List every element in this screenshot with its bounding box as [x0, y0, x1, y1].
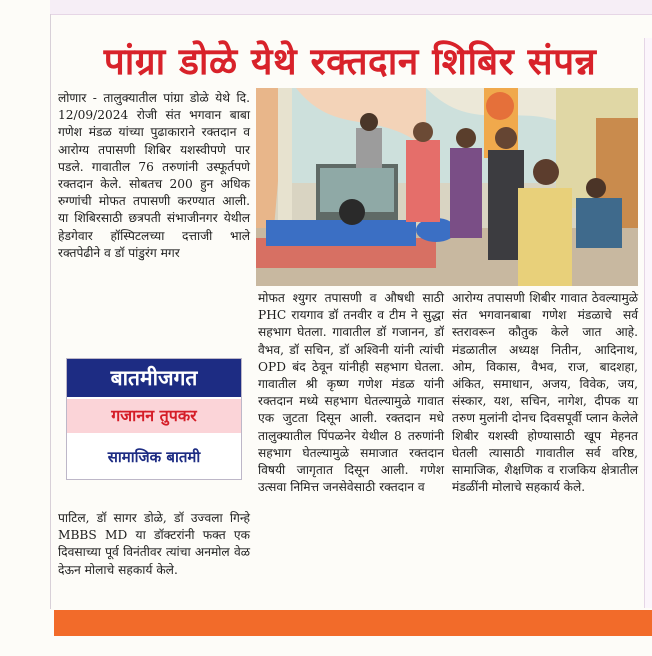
article-headline: पांग्रा डोळे येथे रक्तदान शिबिर संपन्न [103, 40, 597, 83]
reporter-name: गजानन तुपकर [67, 399, 241, 433]
article-paragraph-2: पाटिल, डॉ सागर डोळे, डॉ उज्वला गिन्हे MBBS MD या डॉक्टरांनी फक्त एक दिवसाच्या पूर्व विनंतीवर त्यांचा अनमोल वेळ देऊन मोलाचे सहकार्य केले. [58, 511, 250, 577]
section-label: सामाजिक बातमी [107, 448, 201, 466]
right-decorative-strip [644, 38, 652, 608]
left-column-rule [50, 14, 51, 609]
article-paragraph-4: आरोग्य तपासणी शिबीर गावात ठेवल्यामुळे संत भगवानबाबा गणेश मंडळाचे सर्व स्तरावरून कौतुक केले जात आहे. मंडळातील अध्यक्ष नितीन, आदिनाथ, ओम, विकास, वैभव, राज, बादशहा, अंकित, समाधान, अजय, विवेक, जय, संस्कार, यश, सचिन, नागेश, दीपक या तरुण मुलांनी दोनच दिवसपूर्वी प्लान केलेले शिबीर यशस्वी होण्यासाठी खूप मेहनत घेतली त्यासाठी गावातील सर्व वरिष्ठ, सामाजिक, शैक्षणिक व राजकिय क्षेत्रातील मंडळींनी मोलाचे सहकार्य केले. [452, 291, 638, 495]
article-paragraph-3: मोफत श्युगर तपासणी व औषधी साठी PHC रायगाव डॉ तनवीर व टीम ने सुद्धा सहभाग घेतला. गावातील डॉ गजानन, डॉ वैभव, डॉ सचिन, डॉ अश्विनी यांनी त्यांची OPD बंद ठेवून यांनीही सहभाग घेतला. गावातील श्री कृष्ण गणेश मंडळ यांनी रक्तदान मध्ये सहभाग घेतल्यामुळे गावात एक जुटता दिसून आली. रक्तदान मधे तालुक्यातील पिंपळनेर येथील 8 तरुणांनी सहभाग घेतल्यामुळे समाजात रक्तदान विषयी जागृतात दिसून आली. गणेश उत्सवा निमित्त जनसेवेसाठी रक्तदान व [258, 291, 444, 495]
bottom-color-bar [54, 610, 652, 636]
brand-name: बातमीजगत [67, 359, 241, 397]
top-decorative-band [50, 0, 652, 15]
blood-donation-camp-photo [256, 88, 638, 286]
article-paragraph-1: लोणार - तालुक्यातील पांग्रा डोळे येथे दि. 12/09/2024 रोजी संत भगवान बाबा गणेश मंडळ यांच्या पुढाकाराने रक्तदान व आरोग्य तपासणी शिबिर यशस्वीपणे पार पडले. गावातील 76 तरुणांनी उस्फूर्तपणे रक्तदान केले. सोबतच 200 हुन अधिक रुग्णांची मोफत तपासणी करण्यात आली. या शिबिरसाठी छत्रपती संभाजीनगर येथील हेडगेवार हॉस्पिटलच्या दत्ताजी भाले रक्तपेढीने व डॉ पांडुरंग मगर [58, 91, 250, 260]
byline-box [66, 358, 242, 480]
